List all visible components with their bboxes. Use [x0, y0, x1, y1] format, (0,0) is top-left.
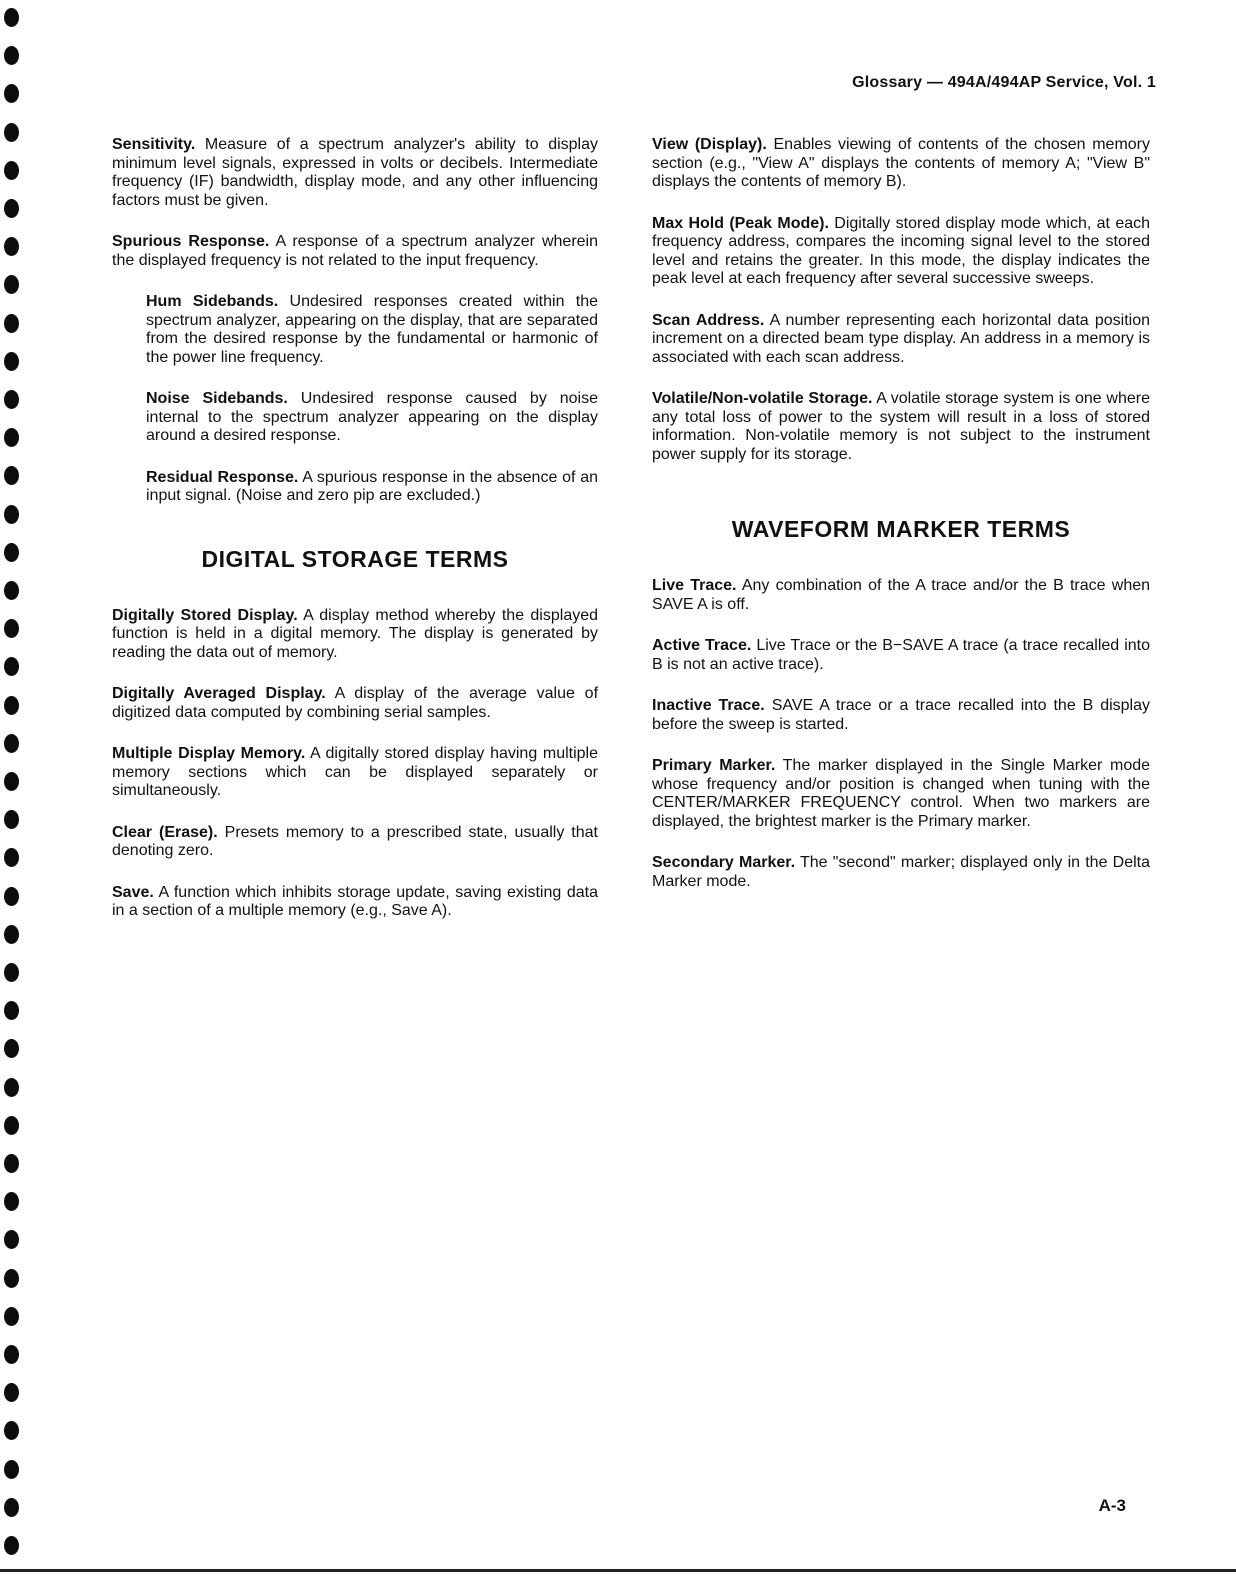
page-header: Glossary — 494A/494AP Service, Vol. 1	[852, 74, 1156, 91]
glossary-entry	[652, 757, 1150, 831]
binder-hole	[4, 1498, 19, 1517]
glossary-definition: Live Trace or the B−SAVE A trace (a trace recalled into B is not an active trace).	[652, 637, 1151, 673]
binder-hole	[4, 505, 19, 524]
glossary-definition: A spurious response in the absence of an input signal. (Noise and zero pip are excluded.)	[146, 468, 599, 504]
glossary-entry	[112, 824, 598, 861]
glossary-entry	[652, 390, 1150, 464]
binder-hole	[4, 275, 19, 294]
glossary-entry	[112, 233, 598, 270]
glossary-term: Digitally Stored Display.	[112, 606, 298, 624]
binder-hole	[4, 772, 19, 791]
binder-hole	[4, 581, 19, 600]
right-top-entries	[652, 136, 1150, 464]
binder-hole	[4, 734, 19, 753]
glossary-entry	[112, 884, 598, 921]
glossary-term: Multiple Display Memory.	[112, 745, 306, 762]
glossary-definition: Measure of a spectrum analyzer's ability to display minimum level signals, expressed in volts or decibels. Intermediate frequency (IF) bandwidth, display mode, and any other influencing factors must be given.	[112, 136, 598, 209]
glossary-term: Live Trace.	[652, 577, 737, 594]
glossary-definition: Any combination of the A trace and/or the B trace when SAVE A is off.	[652, 577, 1151, 613]
section-title-digital-storage: DIGITAL STORAGE TERMS	[201, 545, 509, 572]
glossary-entry	[652, 312, 1150, 368]
binder-hole	[4, 1345, 19, 1364]
binder-hole	[4, 84, 19, 103]
binder-hole	[4, 466, 19, 485]
left-top-entries	[112, 136, 598, 506]
binder-hole	[4, 314, 19, 333]
binder-hole	[4, 1421, 19, 1440]
glossary-term: Hum Sidebands.	[146, 293, 279, 310]
glossary-term: Secondary Marker.	[652, 854, 796, 871]
binder-hole	[4, 1154, 19, 1173]
binder-hole	[4, 352, 19, 371]
glossary-definition: A digitally stored display having multiple memory sections which can be displayed separately or simultaneously.	[112, 745, 599, 799]
binder-hole	[4, 1039, 19, 1058]
glossary-term: Sensitivity.	[112, 136, 196, 153]
glossary-entry	[146, 293, 598, 367]
glossary-entry	[652, 697, 1150, 734]
left-column	[112, 136, 598, 944]
binder-hole	[4, 1536, 19, 1555]
glossary-entry	[146, 469, 598, 506]
right-section-entries	[652, 577, 1150, 891]
glossary-term: Clear (Erase).	[112, 823, 218, 841]
glossary-definition: Presets memory to a prescribed state, usually that denoting zero.	[112, 823, 598, 859]
glossary-definition: A volatile storage system is one where any total loss of power to the system will result in a loss of stored information. Non-volatile memory is not subject to the instrument power supply for its storage.	[652, 390, 1150, 463]
glossary-term: Digitally Averaged Display.	[112, 685, 326, 702]
left-section-entries	[112, 607, 598, 921]
glossary-definition: Digitally stored display mode which, at each frequency address, compares the incoming signal level to the stored level and retains the greater. In this mode, the display indicates the peak level at each frequency after several successive sweeps.	[652, 214, 1151, 287]
binder-hole	[4, 237, 19, 256]
binder-hole	[4, 887, 19, 906]
binder-hole	[4, 161, 19, 180]
glossary-term: Scan Address.	[652, 311, 765, 329]
glossary-term: Primary Marker.	[652, 757, 776, 774]
glossary-definition: A number representing each horizontal data position increment on a directed beam type display. An address in a memory is associated with each scan address.	[652, 311, 1151, 366]
binder-hole	[4, 1078, 19, 1097]
glossary-entry	[112, 685, 598, 722]
glossary-term: Residual Response.	[146, 468, 299, 486]
binder-hole	[4, 1116, 19, 1135]
glossary-definition: A response of a spectrum analyzer wherein the displayed frequency is not related to the input frequency.	[112, 233, 599, 269]
glossary-entry	[112, 607, 598, 663]
page-number: A-3	[1098, 1496, 1126, 1515]
binder-hole	[4, 199, 19, 218]
glossary-definition: The marker displayed in the Single Marker mode whose frequency and/or position is changed when tuning with the CENTER/MARKER FREQUENCY control. When two markers are displayed, the brightest marker is the Primary marker.	[652, 757, 1151, 830]
binder-hole	[4, 428, 19, 447]
binder-hole	[4, 810, 19, 829]
binder-hole	[4, 1460, 19, 1479]
binder-hole	[4, 1192, 19, 1211]
binder-hole	[4, 1269, 19, 1288]
binder-hole	[4, 848, 19, 867]
binder-hole	[4, 123, 19, 142]
glossary-term: View (Display).	[652, 136, 767, 153]
glossary-term: Save.	[112, 883, 154, 901]
binder-hole	[4, 543, 19, 562]
glossary-definition: Enables viewing of contents of the chosen memory section (e.g., "View A" displays the contents of memory A; "View B" displays the contents of memory B).	[652, 136, 1150, 190]
binder-hole	[4, 963, 19, 982]
binder-hole	[4, 1230, 19, 1249]
binder-hole	[4, 46, 19, 65]
glossary-definition: A display of the average value of digitized data computed by combining serial samples.	[112, 685, 599, 721]
bottom-rule	[0, 1569, 1236, 1572]
binder-hole	[4, 657, 19, 676]
glossary-term: Inactive Trace.	[652, 697, 765, 714]
glossary-entry	[652, 854, 1150, 891]
glossary-term: Active Trace.	[652, 637, 752, 654]
glossary-definition: Undesired response caused by noise internal to the spectrum analyzer appearing on the display around a desired response.	[146, 390, 598, 444]
section-title-waveform-marker: WAVEFORM MARKER TERMS	[731, 516, 1071, 542]
glossary-entry	[652, 136, 1150, 192]
glossary-term: Max Hold (Peak Mode).	[652, 214, 829, 232]
glossary-term: Volatile/Non-volatile Storage.	[652, 390, 873, 407]
glossary-entry	[652, 215, 1150, 289]
glossary-term: Spurious Response.	[112, 233, 270, 250]
glossary-entry	[112, 745, 598, 801]
glossary-definition: A display method whereby the displayed function is held in a digital memory. The display is generated by reading the data out of memory.	[112, 606, 599, 661]
binder-hole	[4, 390, 19, 409]
binder-hole	[4, 1307, 19, 1326]
binder-hole	[4, 1001, 19, 1020]
glossary-entry	[652, 637, 1150, 674]
glossary-definition: A function which inhibits storage update, saving existing data in a section of a multiple memory (e.g., Save A).	[112, 883, 598, 919]
binder-hole	[4, 8, 19, 27]
binder-hole	[4, 696, 19, 715]
glossary-entry	[652, 577, 1150, 614]
right-column	[652, 136, 1150, 914]
glossary-definition: SAVE A trace or a trace recalled into the B display before the sweep is started.	[652, 697, 1151, 733]
glossary-entry	[146, 390, 598, 446]
binder-hole	[4, 619, 19, 638]
binder-hole	[4, 925, 19, 944]
glossary-definition: Undesired responses created within the spectrum analyzer, appearing on the display, that are separated from the desired response by the fundamental or harmonic of the power line frequency.	[146, 293, 599, 366]
glossary-term: Noise Sidebands.	[146, 390, 288, 407]
binder-holes	[4, 0, 20, 1584]
glossary-entry	[112, 136, 598, 210]
binder-hole	[4, 1383, 19, 1402]
glossary-definition: The "second" marker; displayed only in the Delta Marker mode.	[652, 854, 1151, 890]
